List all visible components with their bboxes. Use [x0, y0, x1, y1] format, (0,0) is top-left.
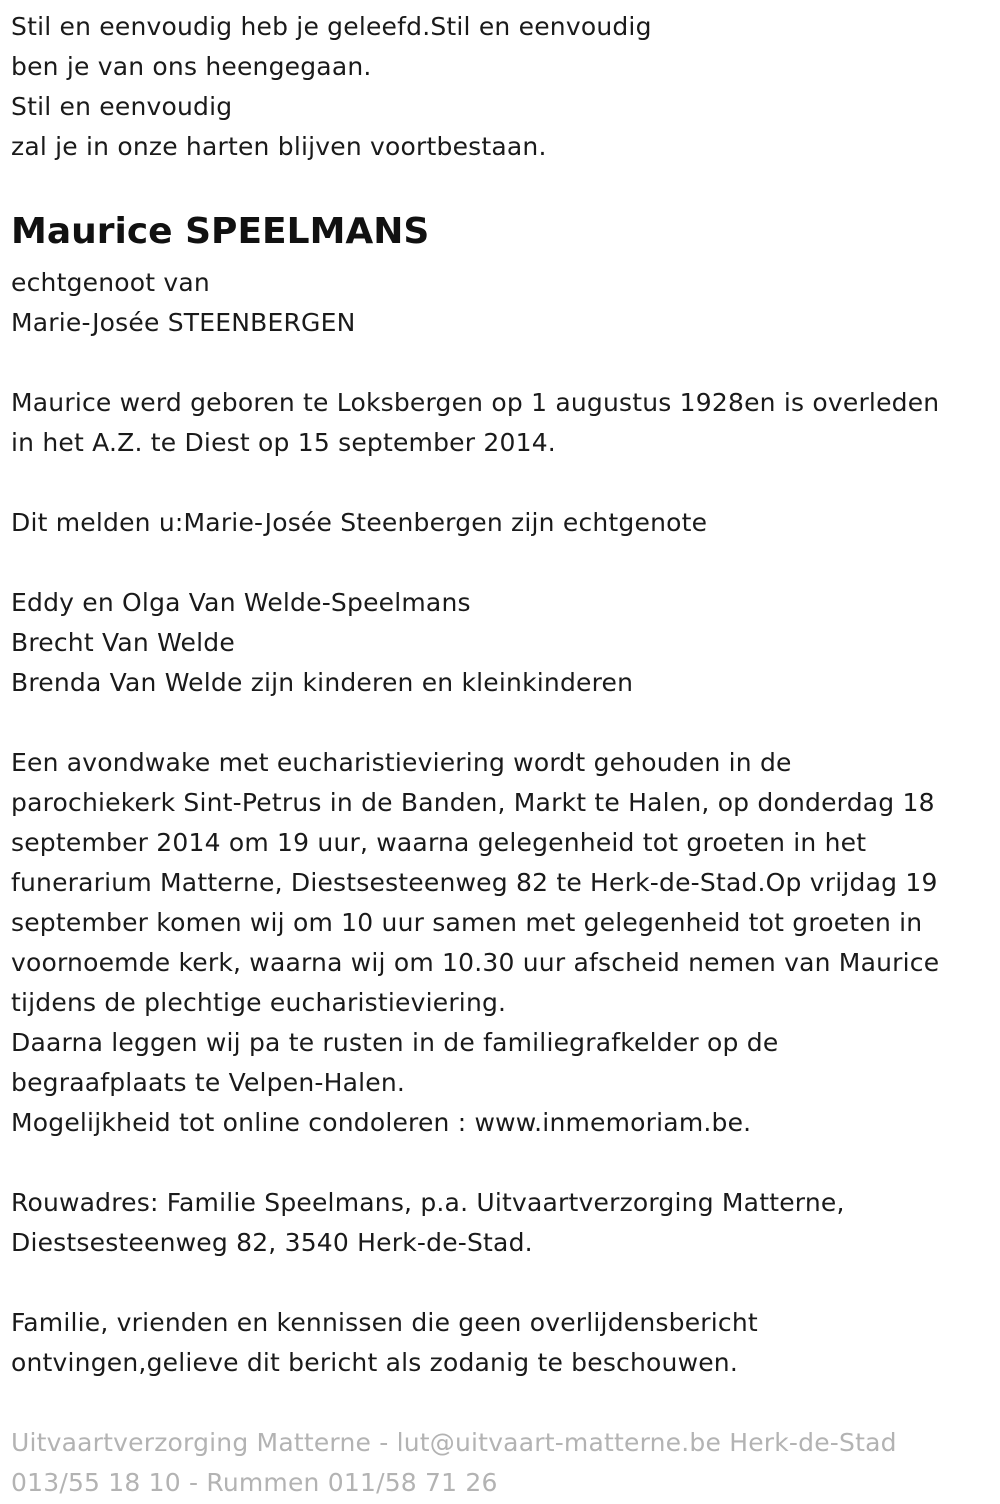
mourning-address — [11, 1183, 991, 1263]
footer-line: Uitvaartverzorging Matterne - lut@uitvaart-matterne.be Herk-de-Stad — [11, 1428, 897, 1457]
spouse-name: Marie-Josée STEENBERGEN — [11, 308, 356, 337]
text-line: funerarium Matterne, Diestsesteenweg 82 te Herk-de-Stad.Op vrijdag 19 — [11, 868, 938, 897]
text-line: Daarna leggen wij pa te rusten in de familiegrafkelder op de — [11, 1028, 779, 1057]
spacer — [11, 1143, 991, 1183]
spacer — [11, 343, 991, 383]
text-line: ontvingen,gelieve dit bericht als zodanig te beschouwen. — [11, 1348, 738, 1377]
deceased-name: Maurice SPEELMANS — [11, 211, 430, 252]
text-line: september komen wij om 10 uur samen met gelegenheid tot groeten in — [11, 908, 923, 937]
text-line: in het A.Z. te Diest op 15 september 2014. — [11, 428, 556, 457]
relation-label: echtgenoot van — [11, 268, 210, 297]
spacer — [11, 543, 991, 583]
text-line: parochiekerk Sint-Petrus in de Banden, Markt te Halen, op donderdag 18 — [11, 788, 935, 817]
poem-line: Stil en eenvoudig — [11, 92, 233, 121]
spacer — [11, 703, 991, 743]
poem-line: zal je in onze harten blijven voortbestaan. — [11, 132, 547, 161]
text-line: voornoemde kerk, waarna wij om 10.30 uur afscheid nemen van Maurice — [11, 948, 940, 977]
ceremony-paragraph — [11, 743, 991, 1143]
text-line: Familie, vrienden en kennissen die geen overlijdensbericht — [11, 1308, 758, 1337]
family-list — [11, 583, 991, 703]
poem-line: Stil en eenvoudig heb je geleefd.Stil en eenvoudig — [11, 12, 652, 41]
poem-line: ben je van ons heengegaan. — [11, 52, 372, 81]
text-line: Een avondwake met eucharistieviering wordt gehouden in de — [11, 748, 792, 777]
text-line: september 2014 om 19 uur, waarna gelegenheid tot groeten in het — [11, 828, 867, 857]
text-line: begraafplaats te Velpen-Halen. — [11, 1068, 406, 1097]
notice-paragraph — [11, 1303, 991, 1383]
poem — [11, 7, 991, 167]
family-member: Brecht Van Welde — [11, 628, 235, 657]
birth-death-paragraph — [11, 383, 991, 463]
spacer — [11, 1263, 991, 1303]
family-member: Eddy en Olga Van Welde-Speelmans — [11, 588, 471, 617]
footer — [11, 1423, 991, 1503]
footer-line: 013/55 18 10 - Rummen 011/58 71 26 — [11, 1468, 498, 1497]
text-line: tijdens de plechtige eucharistieviering. — [11, 988, 507, 1017]
death-notice — [11, 7, 991, 1503]
text-line: Mogelijkheid tot online condoleren : www.inmemoriam.be. — [11, 1108, 752, 1137]
announcers: Dit melden u:Marie-Josée Steenbergen zijn echtgenote — [11, 508, 708, 537]
spacer — [11, 463, 991, 503]
family-member: Brenda Van Welde zijn kinderen en kleinkinderen — [11, 668, 634, 697]
text-line: Rouwadres: Familie Speelmans, p.a. Uitvaartverzorging Matterne, — [11, 1188, 845, 1217]
text-line: Maurice werd geboren te Loksbergen op 1 augustus 1928en is overleden — [11, 388, 940, 417]
text-line: Diestsesteenweg 82, 3540 Herk-de-Stad. — [11, 1228, 533, 1257]
